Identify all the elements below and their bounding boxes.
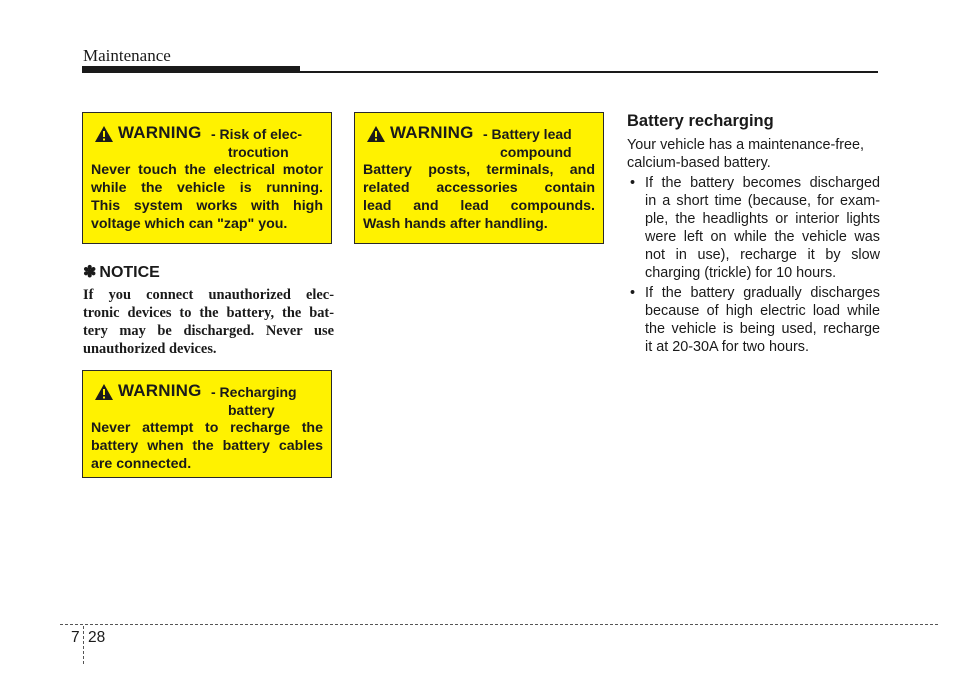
page-header-title: Maintenance — [83, 46, 171, 65]
notice-body-line: tronic devices to the battery, the bat- — [83, 305, 334, 321]
warning-body — [91, 161, 323, 233]
list-item-line: it at 20-30A for two hours. — [645, 339, 809, 355]
footer-page-number: 28 — [88, 629, 106, 646]
warning-body-line: Never attempt to recharge the — [91, 420, 323, 436]
warning-body-line: voltage which can "zap" you. — [91, 216, 288, 232]
warning-box-electrocution — [82, 112, 332, 244]
section-intro-line: Your vehicle has a maintenance-free, — [627, 137, 865, 153]
warning-subtitle-continued: battery — [228, 402, 275, 418]
warning-subtitle-continued: trocution — [228, 144, 289, 160]
warning-triangle-icon — [94, 383, 114, 401]
header-rule-thin — [300, 71, 878, 73]
notice-title-text: NOTICE — [99, 264, 160, 281]
list-item-line: If the battery gradually discharges — [645, 285, 880, 301]
list-item-line: were left on while the vehicle was — [645, 229, 880, 245]
list-item-line: ple, the headlights or interior lights — [645, 211, 880, 227]
notice-body-line: unauthorized devices. — [83, 341, 217, 357]
warning-box-recharging — [82, 370, 332, 478]
bullet-list — [627, 174, 880, 358]
warning-body — [91, 419, 323, 473]
list-item — [627, 174, 880, 282]
warning-body-line: while the vehicle is running. — [91, 180, 323, 196]
notice-body-line: If you connect unauthorized elec- — [83, 287, 334, 303]
warning-body — [363, 161, 595, 233]
section-intro-line: calcium-based battery. — [627, 155, 771, 171]
footer-divider — [83, 626, 84, 664]
warning-subtitle: - Risk of elec- — [211, 126, 303, 142]
list-item-line: charging (trickle) for 10 hours. — [645, 265, 837, 281]
list-item-line: because of high electric load while — [645, 303, 880, 319]
warning-heading — [91, 123, 323, 161]
bullet-dot: • — [630, 285, 636, 301]
warning-triangle-icon — [94, 125, 114, 143]
warning-label: WARNING — [390, 123, 474, 142]
warning-box-battery-lead — [354, 112, 604, 244]
warning-heading — [91, 381, 323, 419]
warning-body-line: related accessories contain — [363, 180, 595, 196]
section-intro — [627, 136, 880, 172]
warning-subtitle: - Recharging — [211, 384, 297, 400]
list-item — [627, 284, 880, 356]
warning-body-line: Battery posts, terminals, and — [363, 162, 595, 178]
list-item-line: If the battery becomes discharged — [645, 175, 880, 191]
warning-label: WARNING — [118, 123, 202, 142]
warning-body-line: This system works with high — [91, 198, 323, 214]
warning-body-line: lead and lead compounds. — [363, 198, 595, 214]
header-rule-thick — [82, 66, 300, 73]
warning-body-line: Never touch the electrical motor — [91, 162, 323, 178]
footer-chapter-number: 7 — [71, 629, 80, 646]
warning-subtitle: - Battery lead — [483, 126, 572, 142]
footer-rule — [60, 624, 938, 625]
warning-body-line: are connected. — [91, 456, 192, 472]
notice-body — [83, 286, 334, 358]
warning-subtitle-continued: compound — [500, 144, 572, 160]
list-item-line: the vehicle is being used, recharge — [645, 321, 880, 337]
list-item-line: in a short time (because, for exam- — [645, 193, 880, 209]
notice-body-line: tery may be discharged. Never use — [83, 323, 334, 339]
bullet-dot: • — [630, 175, 636, 191]
warning-body-line: battery when the battery cables — [91, 438, 323, 454]
warning-triangle-icon — [366, 125, 386, 143]
notice-title — [83, 262, 160, 282]
section-title-battery-recharging: Battery recharging — [627, 112, 774, 130]
warning-heading — [363, 123, 595, 161]
list-item-line: not in use), recharge it by slow — [645, 247, 880, 263]
warning-label: WARNING — [118, 381, 202, 400]
notice-star-icon: ✽ — [83, 264, 97, 281]
warning-body-line: Wash hands after handling. — [363, 216, 548, 232]
